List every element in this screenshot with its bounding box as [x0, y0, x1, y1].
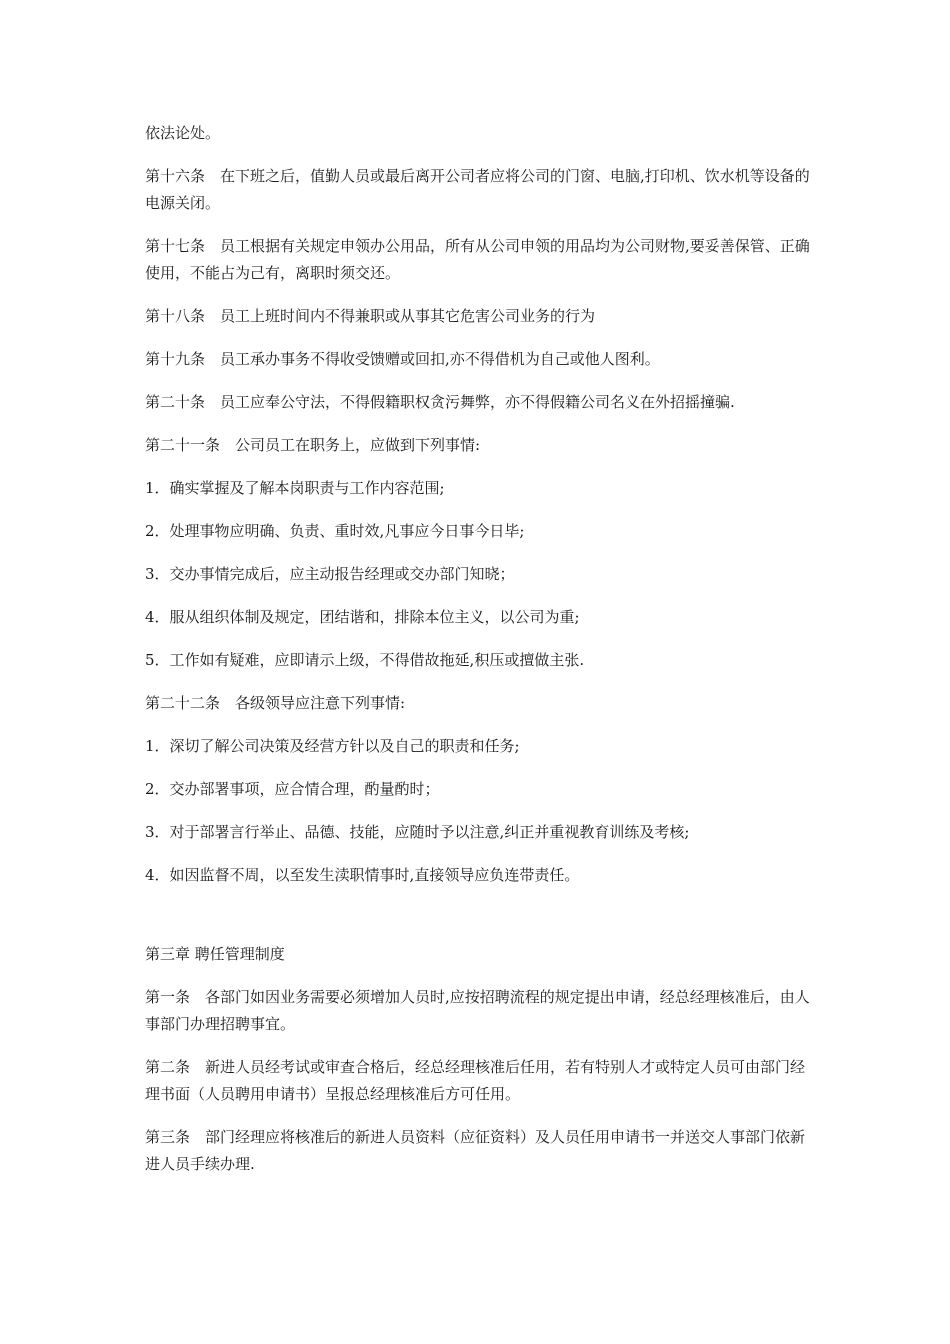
list-item: 3．对于部署言行举止、品德、技能，应随时予以注意,纠正并重视教育训练及考核;: [145, 823, 690, 841]
paragraph: 第二十一条 公司员工在职务上，应做到下列事情:: [145, 436, 481, 454]
paragraph: 依法论处。: [145, 124, 221, 142]
list-item: 2．处理事物应明确、负责、重时效,凡事应今日事今日毕;: [145, 522, 525, 540]
list-item: 4．服从组织体制及规定，团结谐和，排除本位主义，以公司为重;: [145, 608, 580, 626]
list-item: 2．交办部署事项，应合情合理，酌量酌时；: [145, 780, 440, 798]
paragraph: 第十九条 员工承办事务不得收受馈赠或回扣,亦不得借机为自己或他人图利。: [145, 350, 660, 368]
list-item: 5．工作如有疑难，应即请示上级，不得借故拖延,积压或擅做主张.: [145, 651, 585, 669]
chapter-title: 第三章 聘任管理制度: [145, 945, 285, 963]
list-item: 1．深切了解公司决策及经营方针以及自己的职责和任务;: [145, 737, 520, 755]
list-item: 4．如因监督不周，以至发生渎职情事时,直接领导应负连带责任。: [145, 866, 580, 884]
paragraph: 第十六条 在下班之后，值勤人员或最后离开公司者应将公司的门窗、电脑,打印机、饮水机等设备的电源关闭。: [145, 167, 810, 212]
paragraph: 第十七条 员工根据有关规定申领办公用品，所有从公司申领的用品均为公司财物,要妥善保管、正确使用，不能占为己有，离职时须交还。: [145, 237, 810, 282]
paragraph: 第一条 各部门如因业务需要必须增加人员时,应按招聘流程的规定提出申请，经总经理核准后，由人事部门办理招聘事宜。: [145, 988, 810, 1033]
document-page: [145, 120, 810, 1194]
paragraph: 第三条 部门经理应将核准后的新进人员资料（应征资料）及人员任用申请书一并送交人事部门依新进人员手续办理.: [145, 1128, 806, 1173]
paragraph: 第二条 新进人员经考试或审查合格后，经总经理核准后任用，若有特别人才或特定人员可由部门经理书面（人员聘用申请书）呈报总经理核准后方可任用。: [145, 1058, 806, 1103]
paragraph: 第二十二条 各级领导应注意下列事情:: [145, 694, 406, 712]
list-item: 3．交办事情完成后，应主动报告经理或交办部门知晓；: [145, 565, 515, 583]
paragraph: 第二十条 员工应奉公守法，不得假籍职权贪污舞弊，亦不得假籍公司名义在外招摇撞骗.: [145, 393, 735, 411]
section-spacer: [145, 905, 810, 941]
list-item: 1．确实掌握及了解本岗职责与工作内容范围;: [145, 479, 445, 497]
paragraph: 第十八条 员工上班时间内不得兼职或从事其它危害公司业务的行为: [145, 307, 596, 325]
